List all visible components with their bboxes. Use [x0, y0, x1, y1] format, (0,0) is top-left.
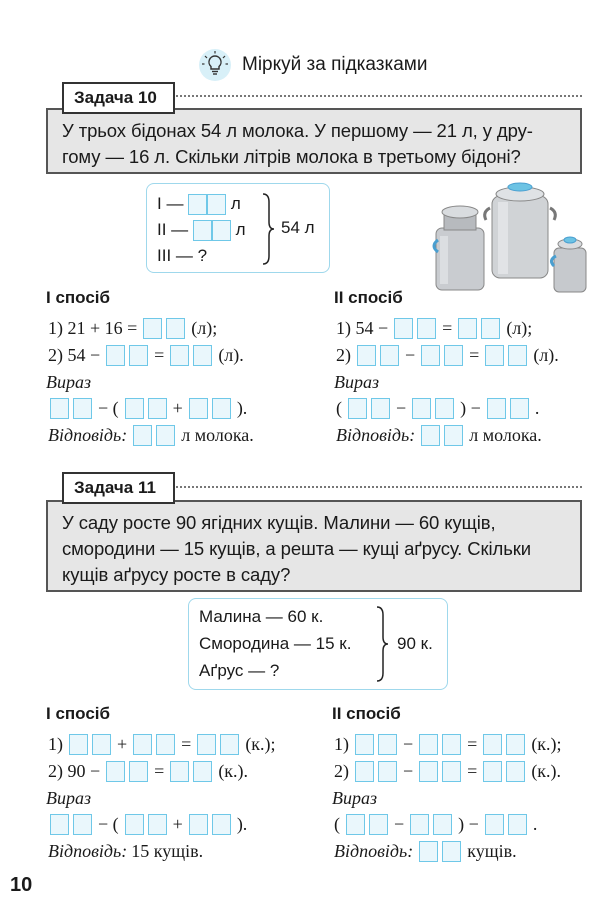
- answer-cells[interactable]: [353, 761, 399, 782]
- answer-cells[interactable]: [417, 761, 463, 782]
- task10-m2-step2: 2) − = (л).: [336, 345, 559, 365]
- page-number: 10: [10, 874, 33, 896]
- task10-m1-step2: 2) 54 − = (л).: [48, 345, 244, 365]
- hint-text: Міркуй за підказками: [242, 54, 428, 75]
- task10-method1-title: І спосіб: [46, 288, 111, 307]
- answer-cells[interactable]: [456, 318, 502, 339]
- answer-cells[interactable]: [48, 814, 94, 835]
- task11-m1-expr-label: Вираз: [46, 788, 92, 808]
- answer-cells[interactable]: [168, 761, 214, 782]
- lightbulb-icon: [198, 48, 232, 82]
- answer-cells[interactable]: [131, 734, 177, 755]
- answer-cells[interactable]: [346, 398, 392, 419]
- answer-cells[interactable]: [419, 425, 465, 446]
- task10-label: Задача 10: [62, 82, 175, 114]
- task10-divider: [176, 95, 582, 97]
- answer-cells[interactable]: [104, 345, 150, 366]
- answer-cells[interactable]: [481, 734, 527, 755]
- task11-m1-step2: 2) 90 − = (к.).: [48, 761, 249, 781]
- task11-label: Задача 11: [62, 472, 175, 504]
- schema-row-3: ІІІ — ?: [157, 246, 208, 265]
- answer-cells[interactable]: [392, 318, 438, 339]
- task10-m2-answer: Відповідь: л молока.: [336, 425, 542, 445]
- task11-m1-answer: Відповідь: 15 кущів.: [48, 841, 204, 861]
- task11-m2-answer: Відповідь: кущів.: [334, 841, 517, 861]
- task11-box: [46, 500, 582, 592]
- task11-text-line2: смородини — 15 кущів, а решта — кущі аґрусу. Скільки: [62, 538, 531, 559]
- schema-row-1: Малина — 60 к.: [199, 607, 324, 626]
- task10-box: [46, 108, 582, 174]
- task10-method2-title: ІІ спосіб: [334, 288, 403, 307]
- answer-cells[interactable]: [193, 220, 231, 241]
- task11-m1-step1: 1) + = (к.);: [48, 734, 276, 754]
- answer-cells[interactable]: [123, 814, 169, 835]
- schema-row-1: І — л: [157, 194, 241, 215]
- curly-brace-icon: [261, 192, 275, 266]
- schema-row-3: Аґрус — ?: [199, 661, 280, 680]
- task10-m2-expression: ( − ) − .: [336, 398, 540, 418]
- task10-m1-expr-label: Вираз: [46, 372, 92, 392]
- answer-cells[interactable]: [187, 398, 233, 419]
- task11-text: [62, 510, 570, 588]
- task11-schema: [188, 598, 448, 690]
- answer-cells[interactable]: [408, 814, 454, 835]
- answer-cells[interactable]: [485, 398, 531, 419]
- task11-text-line3: кущів аґрусу росте в саду?: [62, 564, 291, 585]
- task10-m1-expression: − ( + ).: [46, 398, 249, 419]
- task10-m2-step1: 1) 54 − = (л);: [336, 318, 533, 338]
- hint-header: [198, 48, 427, 82]
- answer-cells[interactable]: [417, 734, 463, 755]
- task11-method1-title: І спосіб: [46, 704, 111, 723]
- answer-cells[interactable]: [344, 814, 390, 835]
- answer-cells[interactable]: [123, 398, 169, 419]
- answer-cells[interactable]: [188, 194, 226, 215]
- task10-text-line1: У трьох бідонах 54 л молока. У першому — 21 л, у дру-: [62, 120, 533, 141]
- answer-cells[interactable]: [481, 761, 527, 782]
- schema-row-2: ІІ — л: [157, 220, 246, 241]
- task11-m2-step1: 1) − = (к.);: [334, 734, 562, 754]
- answer-cells[interactable]: [483, 814, 529, 835]
- answer-cells[interactable]: [355, 345, 401, 366]
- answer-cells[interactable]: [141, 318, 187, 339]
- answer-cells[interactable]: [483, 345, 529, 366]
- answer-cells[interactable]: [410, 398, 456, 419]
- task10-text-line2: гому — 16 л. Скільки літрів молока в третьому бідоні?: [62, 146, 521, 167]
- answer-cells[interactable]: [104, 761, 150, 782]
- task10-text: [62, 118, 570, 170]
- task11-divider: [176, 486, 582, 488]
- answer-cells[interactable]: [353, 734, 399, 755]
- answer-cells[interactable]: [48, 398, 94, 419]
- task11-m2-expression: ( − ) − .: [334, 814, 538, 834]
- task11-m2-expr-label: Вираз: [332, 788, 378, 808]
- task10-m2-expr-label: Вираз: [334, 372, 380, 392]
- milk-cans-illustration: [428, 178, 588, 298]
- schema-total: 54 л: [281, 218, 315, 237]
- answer-cells[interactable]: [417, 841, 463, 862]
- schema-row-2: Смородина — 15 к.: [199, 634, 352, 653]
- task11-m1-expression: − ( + ).: [46, 814, 249, 835]
- task11-text-line1: У саду росте 90 ягідних кущів. Малини — 60 кущів,: [62, 512, 496, 533]
- schema-total: 90 к.: [397, 634, 433, 653]
- answer-cells[interactable]: [195, 734, 241, 755]
- answer-cells[interactable]: [187, 814, 233, 835]
- task11-method2-title: ІІ спосіб: [332, 704, 401, 723]
- answer-cells[interactable]: [131, 425, 177, 446]
- answer-cells[interactable]: [67, 734, 113, 755]
- answer-cells[interactable]: [419, 345, 465, 366]
- task11-m2-step2: 2) − = (к.).: [334, 761, 562, 781]
- task10-m1-answer: Відповідь: л молока.: [48, 425, 254, 445]
- task10-schema: [146, 183, 330, 273]
- task10-m1-step1: 1) 21 + 16 = (л);: [48, 318, 218, 338]
- answer-cells[interactable]: [168, 345, 214, 366]
- curly-brace-icon: [375, 605, 389, 683]
